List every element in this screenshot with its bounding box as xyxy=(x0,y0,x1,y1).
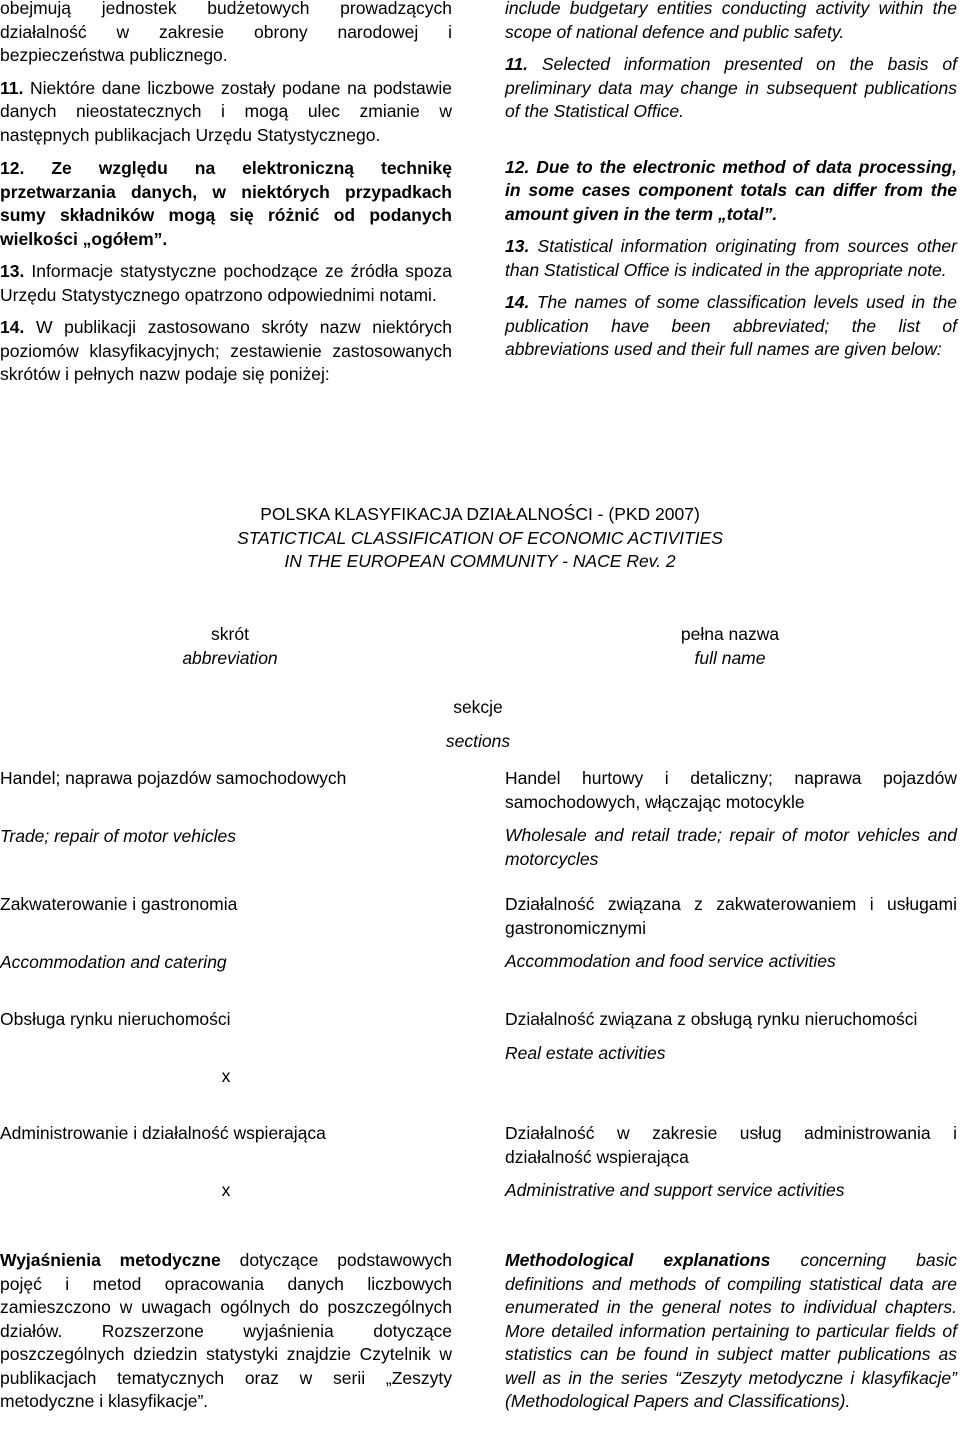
table-row-full xyxy=(505,1122,957,1203)
note-11-pl: 11. Niektóre dane liczbowe zostały podane na podstawie danych nieostatecznych i mogą ulec zmianie w następnych publikacjach Urzędu Statystycznego. xyxy=(0,77,452,145)
full-en: Wholesale and retail trade; repair of motor vehicles and motorcycles xyxy=(505,825,957,869)
col-header-abbreviation: skrót abbreviation xyxy=(182,624,278,668)
heading-en-1: STATICTICAL CLASSIFICATION OF ECONOMIC ACTIVITIES xyxy=(237,527,723,548)
note-14-en: 14. The names of some classification levels used in the publication have been abbreviated; the list of abbreviations used and their full names are given below: xyxy=(505,292,957,359)
heading-pl: POLSKA KLASYFIKACJA DZIAŁALNOŚCI - (PKD 2007) xyxy=(260,504,700,524)
abbr-en: x xyxy=(221,1066,231,1086)
table-row xyxy=(0,1122,460,1146)
notes-en xyxy=(505,0,957,362)
abbr-en: Trade; repair of motor vehicles xyxy=(0,825,237,846)
full-pl: Działalność w zakresie usług administrowania i działalność wspierająca xyxy=(505,1123,957,1167)
note-13-pl: 13. Informacje statystyczne pochodzące ze źródła spoza Urzędu Statystycznego opatrzono odpowiednimi notami. xyxy=(0,261,452,305)
note-11-en: 11. Selected information presented on the basis of preliminary data may change in subsequent publications of the Statistical Office. xyxy=(505,54,957,121)
abbr-en: Accommodation and catering xyxy=(0,951,227,972)
abbr-pl: Administrowanie i działalność wspierająca xyxy=(0,1123,326,1143)
table-row-full xyxy=(505,1008,957,1065)
notes-pl xyxy=(0,0,452,387)
classification-heading xyxy=(0,503,960,574)
note-12-en: 12. Due to the electronic method of data processing, in some cases component totals can differ from the amount given in the term „total”. xyxy=(505,156,957,224)
methodology-en: Methodological explanations concerning basic definitions and methods of compiling statistical data are enumerated in the general notes to individual chapters. More detailed information pertaining to particular fields of statistics can be found in subject matter publications as well as in the series “Zeszyty metodyczne i klasyfikacje” (Methodological Papers and Classifications). xyxy=(505,1250,957,1411)
full-pl: Działalność związana z zakwaterowaniem i usługami gastronomicznymi xyxy=(505,894,957,938)
full-en: Administrative and support service activities xyxy=(505,1180,845,1200)
intro-en: include budgetary entities conducting activity within the scope of national defence and public safety. xyxy=(505,0,957,42)
full-pl: Działalność związana z obsługą rynku nieruchomości xyxy=(505,1009,918,1029)
table-row-full xyxy=(505,767,957,871)
table-row xyxy=(0,767,460,848)
note-12-pl: 12. Ze względu na elektroniczną technikę przetwarzania danych, w niektórych przypadkach sumy składników mogą się różnić od podanych wielkości „ogółem”. xyxy=(0,158,452,249)
abbr-en: x xyxy=(221,1180,231,1200)
sections-header: sekcje sections xyxy=(445,697,511,751)
table-row xyxy=(0,1008,460,1032)
full-en: Real estate activities xyxy=(505,1042,666,1063)
full-en: Accommodation and food service activities xyxy=(505,951,836,971)
abbr-pl: Zakwaterowanie i gastronomia xyxy=(0,894,238,914)
table-row-full xyxy=(505,893,957,974)
col-header-full-name: pełna nazwa full name xyxy=(680,624,780,668)
abbr-pl: Handel; naprawa pojazdów samochodowych xyxy=(0,768,347,788)
abbr-pl: Obsługa rynku nieruchomości xyxy=(0,1009,231,1029)
heading-en-2: IN THE EUROPEAN COMMUNITY - NACE Rev. 2 xyxy=(284,551,676,571)
table-row xyxy=(0,893,460,974)
note-14-pl: 14. W publikacji zastosowano skróty nazw niektórych poziomów klasyfikacyjnych; zestawienie zastosowanych skrótów i pełnych nazw podaje się poniżej: xyxy=(0,317,452,384)
note-13-en: 13. Statistical information originating from sources other than Statistical Office is indicated in the appropriate note. xyxy=(505,236,957,280)
intro-pl: obejmują jednostek budżetowych prowadzących działalność w zakresie obrony narodowej i bezpieczeństwa publicznego. xyxy=(0,0,452,65)
full-pl: Handel hurtowy i detaliczny; naprawa pojazdów samochodowych, włączając motocykle xyxy=(505,768,957,812)
methodology-pl: Wyjaśnienia metodyczne dotyczące podstawowych pojęć i metod opracowania danych liczbowych zamieszczono w uwagach ogólnych do poszczególnych działów. Rozszerzone wyjaśnienia dotyczące poszczególnych dziedzin statystyki znajdzie Czytelnik w publikacjach tematycznych oraz w serii „Zeszyty metodyczne i klasyfikacje”. xyxy=(0,1250,452,1411)
